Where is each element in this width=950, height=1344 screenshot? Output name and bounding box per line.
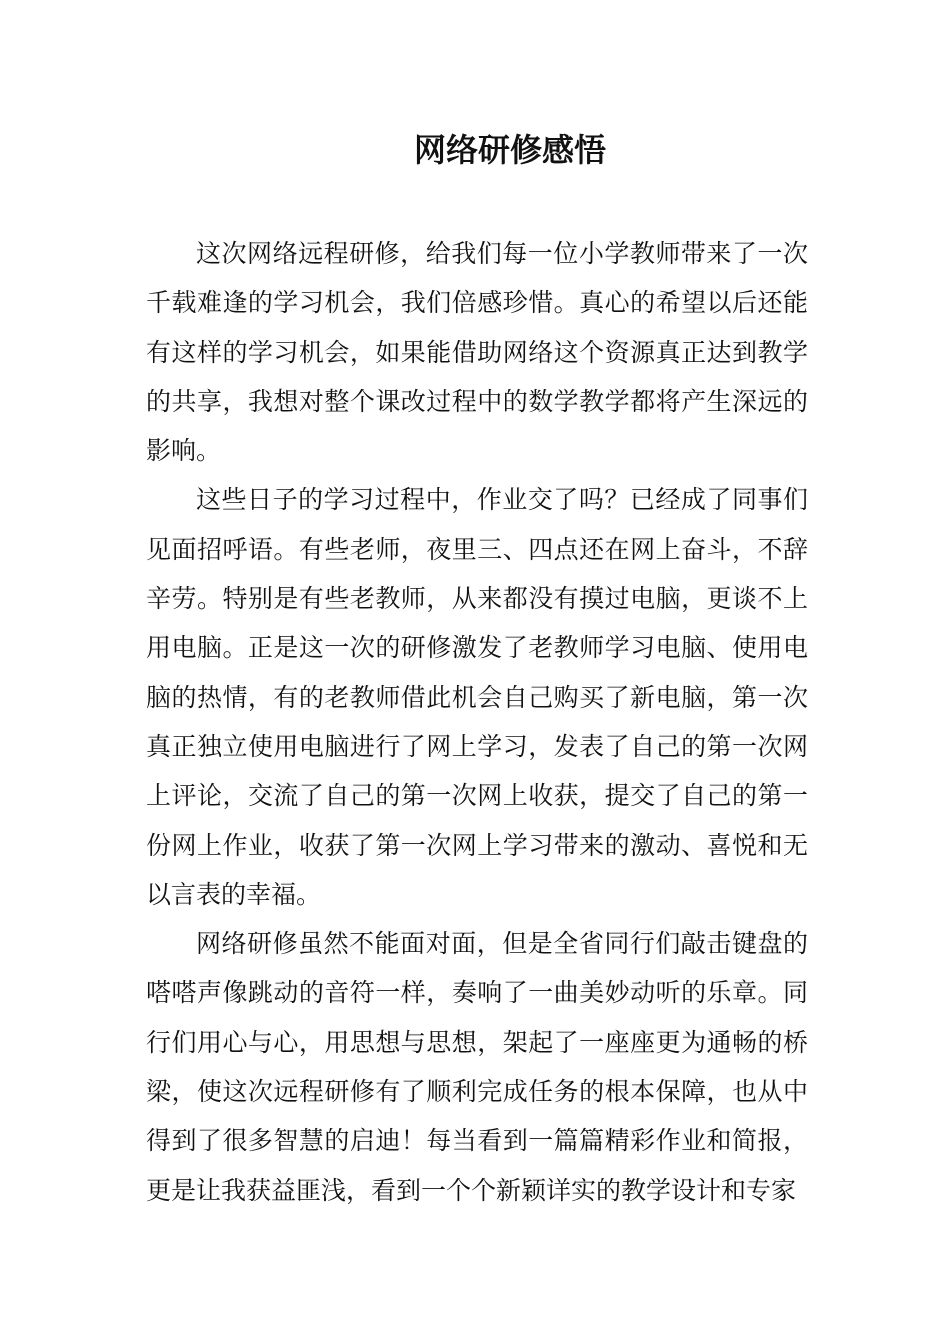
document-title: 网络研修感悟 (413, 131, 606, 169)
paragraph: 网络研修虽然不能面对面，但是全省同行们敲击键盘的嗒嗒声像跳动的音符一样，奏响了一曲美妙动听的乐章。同行们用心与心，用思想与思想，架起了一座座更为通畅的桥梁，使这次远程研修有了顺利完成任务的根本保障，也从中得到了很多智慧的启迪！每当看到一篇篇精彩作业和简报，更是让我获益匪浅，看到一个个新颖详实的教学设计和专家 (146, 929, 808, 1205)
paragraph: 这些日子的学习过程中，作业交了吗？已经成了同事们见面招呼语。有些老师，夜里三、四点还在网上奋斗，不辞辛劳。特别是有些老教师，从来都没有摸过电脑，更谈不上用电脑。正是这一次的研修激发了老教师学习电脑、使用电脑的热情，有的老教师借此机会自己购买了新电脑，第一次真正独立使用电脑进行了网上学习，发表了自己的第一次网上评论，交流了自己的第一次网上收获，提交了自己的第一份网上作业，收获了第一次网上学习带来的激动、喜悦和无以言表的幸福。 (146, 485, 808, 909)
paragraph: 这次网络远程研修，给我们每一位小学教师带来了一次千载难逢的学习机会，我们倍感珍惜。真心的希望以后还能有这样的学习机会，如果能借助网络这个资源真正达到教学的共享，我想对整个课改过程中的数学教学都将产生深远的影响。 (146, 239, 808, 466)
document-body (146, 229, 808, 1215)
